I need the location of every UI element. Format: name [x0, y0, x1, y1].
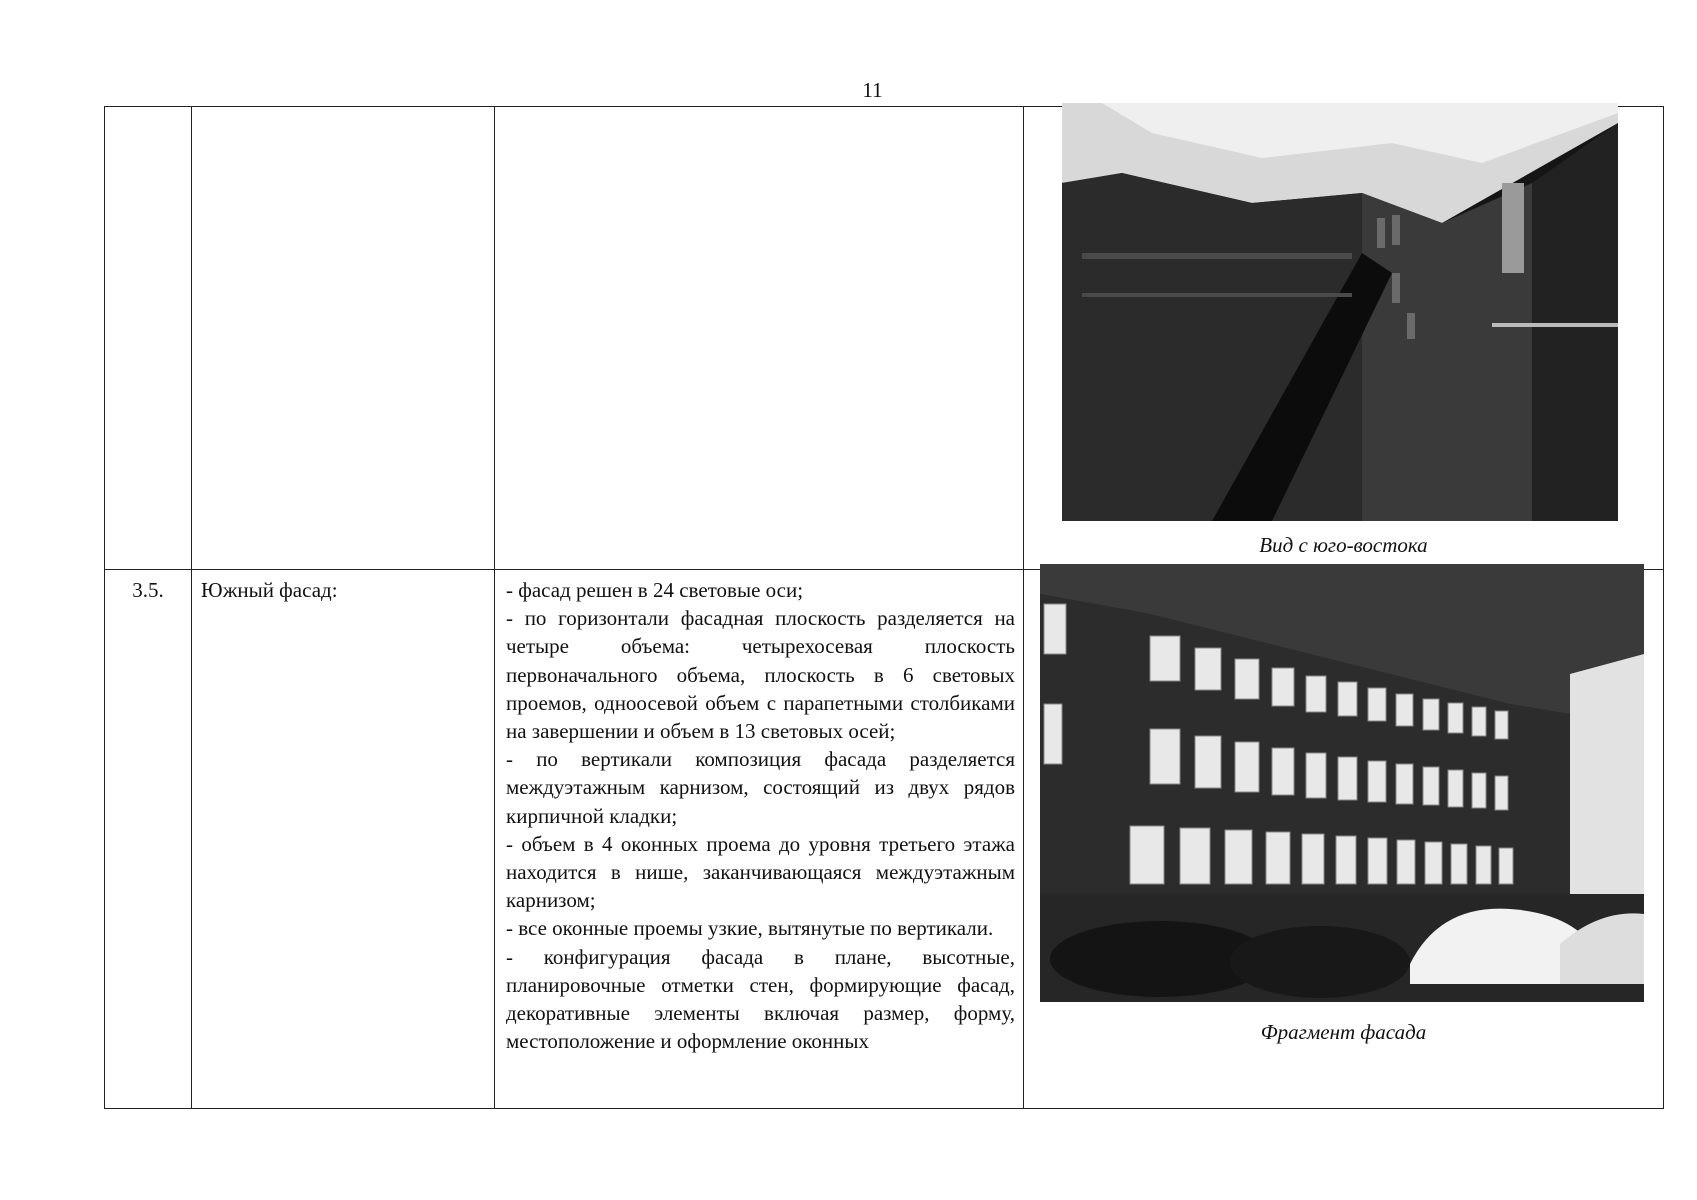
courtyard-photo: [1062, 103, 1618, 521]
element-name-cell: [192, 107, 495, 570]
description-paragraph: - фасад решен в 24 световые оси;: [506, 578, 804, 602]
row-number: 3.5.: [132, 578, 164, 602]
description-paragraph: - по горизонтали фасадная плоскость разделяется на четыре объема: четырехосевая плоскость первоначального объема, плоскость в 6 световых проемов, одноосевой объем с парапетными столбиками на завершении и объем в 13 световых осей;: [506, 606, 1015, 744]
photo-cell: [1024, 570, 1664, 1109]
description-paragraph: - объем в 4 оконных проема до уровня третьего этажа находится в нише, заканчивающаяся междуэтажным карнизом;: [506, 831, 1015, 913]
description-cell: [495, 107, 1024, 570]
element-name: [192, 107, 494, 113]
row-number-cell: [105, 107, 192, 570]
facade-photo: [1040, 564, 1644, 1002]
description-cell: [495, 570, 1024, 1109]
photo-cell: [1024, 107, 1664, 570]
photo-caption: Вид с юго-востока: [1259, 533, 1428, 557]
monument-description-table: [104, 106, 1664, 1109]
description-text: [495, 570, 1023, 1055]
element-name-cell: [192, 570, 495, 1109]
table-row: [105, 570, 1664, 1109]
description-paragraph: - по вертикали композиция фасада разделяется междуэтажным карнизом, состоящий из двух рядов кирпичной кладки;: [506, 747, 1015, 828]
photo-caption: Фрагмент фасада: [1260, 1020, 1427, 1044]
row-number-cell: [105, 570, 192, 1109]
row-number: [105, 107, 191, 113]
element-name: Южный фасад:: [201, 578, 338, 602]
table-row: [105, 107, 1664, 570]
description-paragraph: - конфигурация фасада в плане, высотные, планировочные отметки стен, формирующие фасад, декоративные элементы включая размер, форму, местоположение и оформление оконных: [506, 944, 1015, 1054]
description-paragraph: - все оконные проемы узкие, вытянутые по вертикали.: [506, 916, 994, 941]
page-number: 11: [862, 78, 883, 102]
